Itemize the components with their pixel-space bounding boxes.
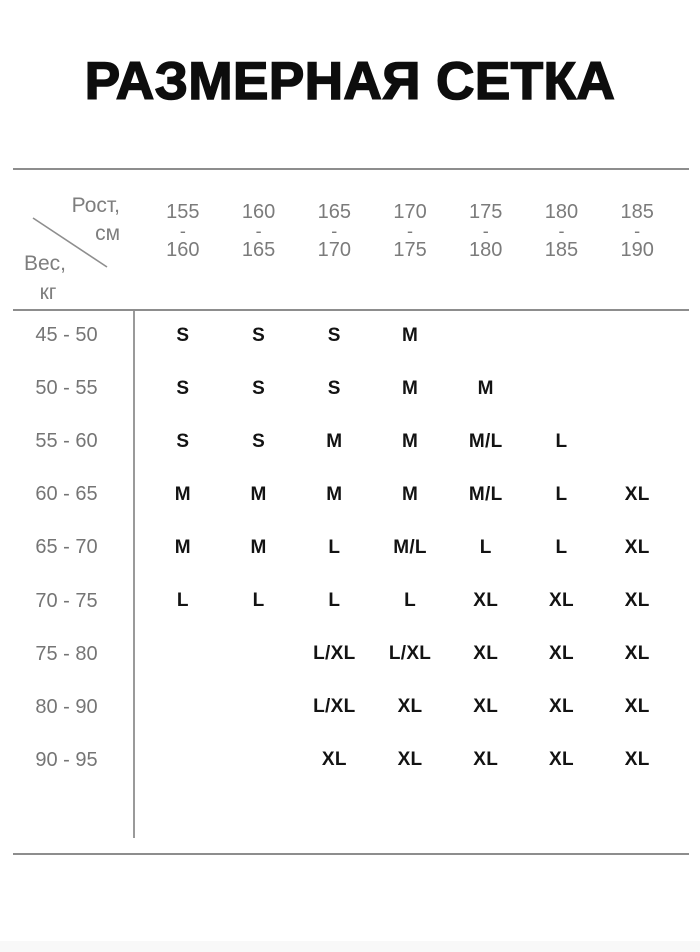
size-cell: S bbox=[252, 324, 266, 346]
height-from: 170 bbox=[393, 201, 427, 223]
size-cells bbox=[145, 643, 675, 665]
table-row bbox=[0, 734, 700, 787]
range-dash: - bbox=[482, 221, 489, 241]
size-cell: XL bbox=[473, 749, 499, 771]
size-cell: L bbox=[555, 536, 568, 558]
table-row bbox=[0, 628, 700, 681]
size-cell: XL bbox=[624, 483, 650, 505]
weight-range-label: 65 - 70 bbox=[35, 536, 98, 559]
row-axis-label bbox=[24, 249, 72, 307]
size-cell: XL bbox=[624, 696, 650, 718]
size-cell: M bbox=[250, 483, 267, 505]
weight-range-label: 90 - 95 bbox=[35, 748, 98, 771]
range-dash: - bbox=[255, 221, 262, 241]
size-cell: S bbox=[327, 324, 341, 346]
size-cell bbox=[145, 749, 221, 771]
size-cell: XL bbox=[473, 643, 499, 665]
size-table-body bbox=[0, 309, 700, 787]
size-cell: XL bbox=[549, 590, 574, 612]
size-cell: L/XL bbox=[313, 643, 356, 665]
height-to: 185 bbox=[544, 239, 579, 261]
size-cell: L bbox=[404, 590, 416, 612]
table-row bbox=[0, 309, 700, 362]
size-cell: XL bbox=[624, 749, 650, 771]
weight-axis-unit: кг bbox=[39, 281, 57, 304]
weight-range-label: 75 - 80 bbox=[35, 642, 98, 665]
size-cell: S bbox=[327, 377, 341, 399]
weight-range-label: 60 - 65 bbox=[35, 483, 98, 506]
height-from: 185 bbox=[620, 201, 654, 223]
size-cell bbox=[448, 325, 524, 347]
size-cell: M bbox=[401, 483, 419, 505]
size-cell: S bbox=[176, 324, 190, 346]
size-cells bbox=[145, 325, 675, 347]
height-from: 155 bbox=[166, 201, 200, 223]
size-cell: XL bbox=[624, 590, 650, 612]
size-cells bbox=[145, 696, 675, 718]
size-cell: XL bbox=[549, 696, 574, 718]
size-cell: M bbox=[477, 377, 494, 399]
height-from: 165 bbox=[317, 201, 351, 223]
height-axis-text: Рост, bbox=[71, 194, 120, 217]
table-row bbox=[0, 521, 700, 574]
divider-bottom bbox=[13, 853, 689, 855]
size-cell: M bbox=[326, 430, 343, 452]
size-cell: M bbox=[174, 536, 191, 558]
size-cell: XL bbox=[549, 749, 574, 771]
height-to: 190 bbox=[620, 239, 654, 261]
height-column-header bbox=[524, 203, 600, 260]
range-dash: - bbox=[331, 221, 338, 241]
size-cell: S bbox=[252, 377, 266, 399]
range-dash: - bbox=[407, 221, 414, 241]
size-cell bbox=[599, 325, 675, 347]
height-column-header bbox=[145, 203, 221, 260]
weight-range-label: 70 - 75 bbox=[35, 589, 98, 612]
range-dash: - bbox=[558, 221, 565, 241]
table-row bbox=[0, 681, 700, 734]
size-cell: L bbox=[555, 430, 568, 452]
range-dash: - bbox=[179, 221, 186, 241]
height-axis-unit: см bbox=[95, 222, 120, 245]
size-cell: XL bbox=[473, 696, 499, 718]
weight-axis-text: Вес, bbox=[24, 252, 67, 275]
size-cell: L/XL bbox=[388, 643, 432, 665]
size-cell: L bbox=[252, 590, 265, 612]
size-cell: M/L bbox=[468, 430, 503, 452]
size-cell bbox=[599, 378, 675, 400]
size-cell: L/XL bbox=[313, 696, 356, 718]
size-cells bbox=[145, 537, 675, 559]
size-cell: M bbox=[326, 483, 343, 505]
divider-top bbox=[13, 168, 689, 170]
size-cell: L bbox=[328, 536, 341, 558]
size-cell bbox=[599, 431, 675, 453]
height-column-header bbox=[599, 203, 675, 260]
size-cell: L bbox=[555, 483, 568, 505]
height-column-headers bbox=[145, 203, 675, 260]
weight-range-label: 80 - 90 bbox=[35, 695, 98, 718]
size-cell: L bbox=[328, 590, 341, 612]
size-cells bbox=[145, 749, 675, 771]
height-from: 175 bbox=[469, 201, 503, 223]
page-title: РАЗМЕРНАЯ СЕТКА bbox=[84, 52, 616, 111]
height-column-header bbox=[221, 203, 297, 260]
height-to: 160 bbox=[166, 239, 200, 261]
size-cells bbox=[145, 590, 675, 612]
size-cell bbox=[145, 696, 221, 718]
size-cells bbox=[145, 484, 675, 506]
size-cell: L bbox=[479, 536, 492, 558]
height-to: 175 bbox=[393, 239, 427, 261]
size-cell: S bbox=[176, 377, 190, 399]
size-cells bbox=[145, 378, 675, 400]
size-cell: XL bbox=[397, 749, 423, 771]
height-to: 170 bbox=[317, 239, 351, 261]
table-row bbox=[0, 575, 700, 628]
size-cell: M bbox=[401, 377, 419, 399]
weight-range-label: 50 - 55 bbox=[35, 377, 98, 400]
range-dash: - bbox=[634, 221, 641, 241]
size-cell: L bbox=[176, 590, 189, 612]
size-cell: S bbox=[176, 430, 190, 452]
column-axis-label bbox=[20, 192, 120, 248]
size-cell: XL bbox=[473, 590, 499, 612]
height-column-header bbox=[372, 203, 448, 260]
size-cell bbox=[524, 325, 600, 347]
size-cell bbox=[221, 643, 297, 665]
height-to: 180 bbox=[469, 239, 503, 261]
weight-range-label: 55 - 60 bbox=[35, 430, 98, 453]
size-cell: M bbox=[174, 483, 191, 505]
weight-range-label: 45 - 50 bbox=[35, 324, 98, 347]
size-cell bbox=[524, 378, 600, 400]
size-cell bbox=[145, 643, 221, 665]
table-row bbox=[0, 362, 700, 415]
size-cell: XL bbox=[624, 536, 650, 558]
height-from: 180 bbox=[544, 201, 579, 223]
size-cell: M/L bbox=[468, 483, 503, 505]
size-cell bbox=[221, 749, 297, 771]
height-column-header bbox=[448, 203, 524, 260]
size-cell: XL bbox=[624, 643, 650, 665]
height-column-header bbox=[296, 203, 372, 260]
height-from: 160 bbox=[241, 201, 276, 223]
height-to: 165 bbox=[241, 239, 276, 261]
size-cell: XL bbox=[321, 749, 347, 771]
size-cell: M bbox=[401, 430, 419, 452]
table-row bbox=[0, 415, 700, 468]
size-cell bbox=[221, 696, 297, 718]
size-cell: M bbox=[401, 324, 419, 346]
size-cells bbox=[145, 431, 675, 453]
size-cell: M bbox=[250, 536, 267, 558]
table-row bbox=[0, 468, 700, 521]
size-cell: XL bbox=[397, 696, 423, 718]
size-cell: XL bbox=[549, 643, 574, 665]
size-cell: M/L bbox=[393, 536, 427, 558]
size-cell: S bbox=[252, 430, 266, 452]
bottom-strip bbox=[0, 941, 700, 952]
